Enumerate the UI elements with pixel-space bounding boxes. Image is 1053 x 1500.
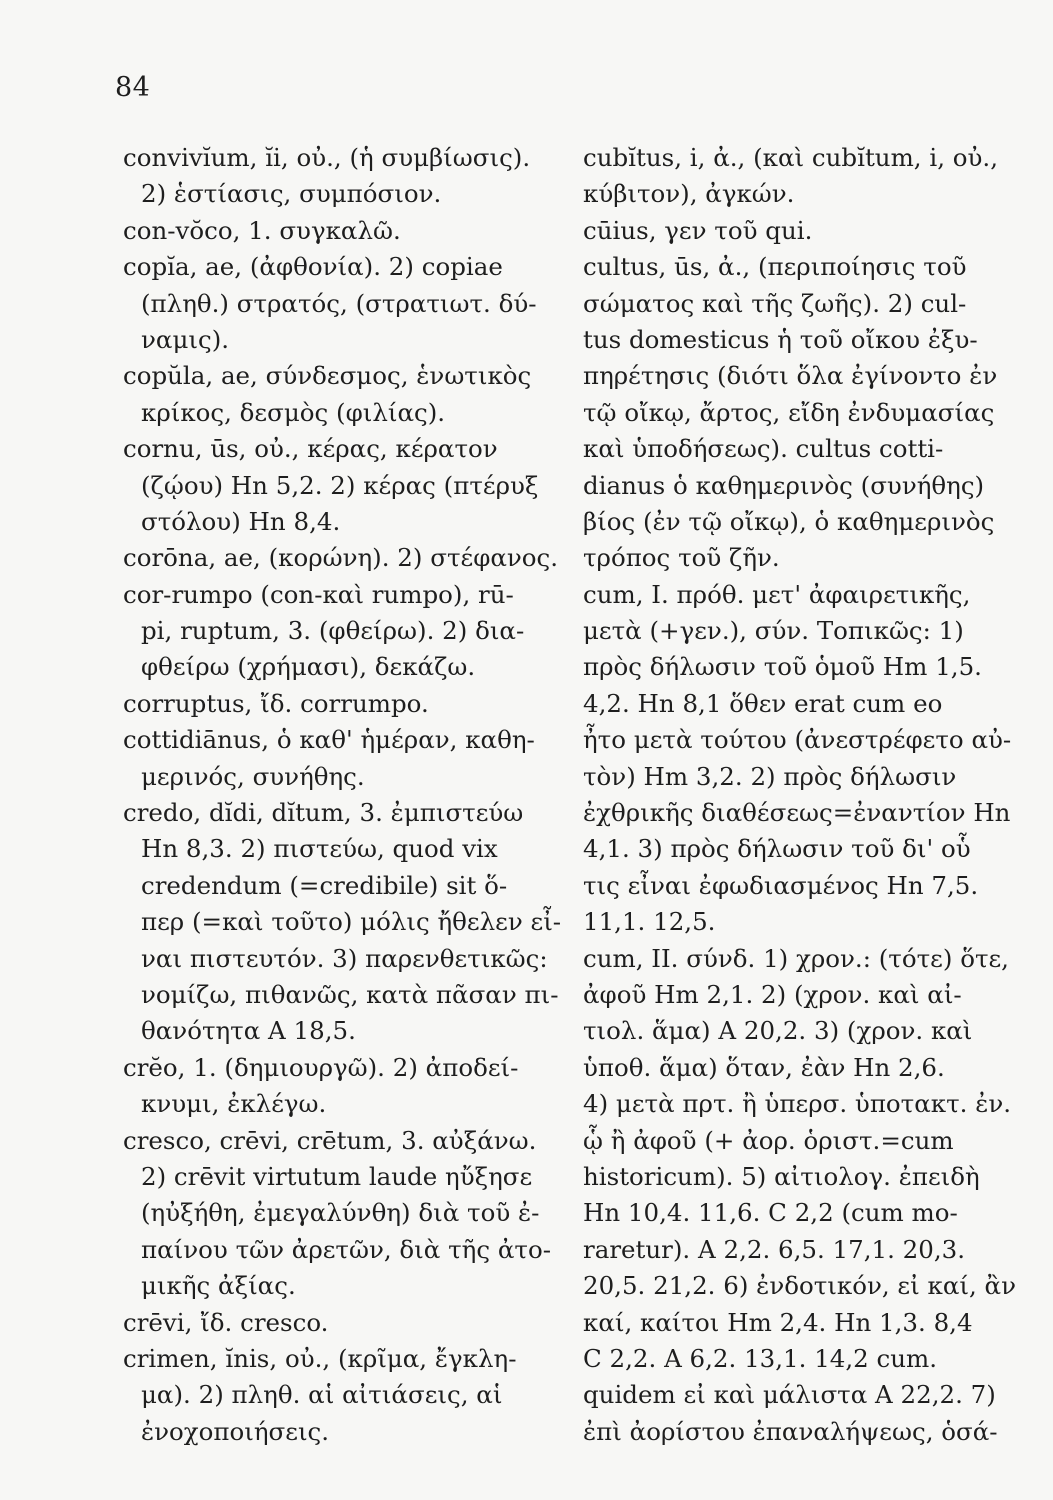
text-line: copŭla, ae, σύνδεσμος, ἑνωτικὸς [123,361,532,391]
text-line: cresco, crēvi, crētum, 3. αὐξάνω. [123,1125,537,1155]
text-line: 2) crēvit virtutum laude ηὔξησε [141,1161,533,1191]
text-line: 4,2. Hn 8,1 ὅθεν erat cum eo [583,688,943,718]
text-line: 4,1. 3) πρὸς δήλωσιν τοῦ δι' οὗ [583,834,971,864]
text-line: σώματος καὶ τῆς ζωῆς). 2) cul- [583,288,967,318]
text-line: μερινός, συνήθης. [141,761,365,791]
text-line: (ζῴου) Hn 5,2. 2) κέρας (πτέρυξ [141,470,539,500]
text-line: στόλου) Hn 8,4. [141,506,341,536]
text-line: C 2,2. A 6,2. 13,1. 14,2 cum. [583,1343,938,1373]
text-line: crĕo, 1. (δημιουργῶ). 2) ἀποδεί- [123,1052,519,1082]
text-line: convivĭum, ĭi, οὐ., (ἡ συμβίωσις). [123,143,531,172]
text-line: κύβιτον), ἀγκών. [583,179,795,209]
text-line: ᾧ ἢ ἀφοῦ (+ ἀορ. ὁριστ.=cum [583,1125,954,1155]
text-line: νομίζω, πιθανῶς, κατὰ πᾶσαν πι- [141,979,559,1009]
text-line: ἀφοῦ Hm 2,1. 2) (χρον. καὶ αἰ- [583,979,962,1009]
text-line: τῷ οἴκῳ, ἄρτος, εἴδη ἐνδυμασίας [583,397,995,427]
text-line: 4) μετὰ πρτ. ἢ ὑπερσ. ὑποτακτ. ἐν. [583,1089,1012,1119]
text-line: cottidiānus, ὁ καθ' ἡμέραν, καθη- [123,725,535,755]
text-line: cūius, γεν τοῦ qui. [583,215,813,245]
text-line: cum, II. σύνδ. 1) χρον.: (τότε) ὅτε, [583,943,1009,973]
text-line: Hn 10,4. 11,6. C 2,2 (cum mo- [583,1198,958,1228]
text-line: καί, καίτοι Hm 2,4. Hn 1,3. 8,4 [583,1307,973,1337]
text-line: τιολ. ἅμα) A 20,2. 3) (χρον. καὶ [583,1016,973,1046]
text-line: tus domesticus ἡ τοῦ οἴκου ἐξυ- [583,324,978,354]
text-line: crēvi, ἴδ. cresco. [123,1307,329,1337]
text-line: ἐνοχοποιήσεις. [141,1416,330,1446]
text-line: μικῆς ἀξίας. [141,1271,296,1301]
text-line: μετὰ (+γεν.), σύν. Τοπικῶς: 1) [583,616,964,646]
text-line: cultus, ūs, ἀ., (περιποίησις τοῦ [583,252,967,282]
text-line: cor-rumpo (con-καὶ rumpo), rū- [123,579,514,609]
text-line: 2) ἑστίασις, συμπόσιον. [141,179,442,209]
text-line: περ (=καὶ τοῦτο) μόλις ἤθελεν εἶ- [141,907,562,937]
text-line: (ηὐξήθη, ἐμεγαλύνθη) διὰ τοῦ ἐ- [141,1198,540,1228]
page-number: 84 [115,72,151,103]
text-line: quidem εἰ καὶ μάλιστα A 22,2. 7) [583,1380,996,1410]
text-line: θανότητα A 18,5. [141,1016,356,1046]
text-line: cornu, ūs, οὐ., κέρας, κέρατον [123,434,498,464]
text-line: τις εἶναι ἐφωδιασμένος Hn 7,5. [583,870,979,900]
text-line: κνυμι, ἐκλέγω. [141,1089,327,1119]
text-line: βίος (ἐν τῷ οἴκῳ), ὁ καθημερινὸς [583,506,995,536]
text-line: πρὸς δήλωσιν τοῦ ὁμοῦ Hm 1,5. [583,652,982,682]
text-line: 20,5. 21,2. 6) ἐνδοτικόν, εἰ καί, ἂν [583,1271,1016,1301]
text-line: ναι πιστευτόν. 3) παρενθετικῶς: [141,943,548,973]
text-line: τρόπος τοῦ ζῆν. [583,543,780,573]
text-line: corruptus, ἴδ. corrumpo. [123,688,429,718]
text-line: 11,1. 12,5. [583,907,716,937]
text-line: con-vŏco, 1. συγκαλῶ. [123,215,401,245]
text-line: πηρέτησις (διότι ὅλα ἐγίνοντο ἐν [583,361,998,391]
text-line: credendum (=credibile) sit ὅ- [141,870,508,900]
text-line: corōna, ae, (κορώνη). 2) στέφανος. [123,543,559,573]
text-line: dianus ὁ καθημερινὸς (συνήθης) [583,470,985,500]
text-line: cum, I. πρόθ. μετ' ἀφαιρετικῆς, [583,579,971,609]
text-line: τὸν) Hm 3,2. 2) πρὸς δήλωσιν [583,761,957,791]
text-line: copĭa, ae, (ἀφθονία). 2) copiae [123,252,503,282]
text-line: ὑποθ. ἅμα) ὅταν, ἐὰν Hn 2,6. [583,1052,945,1082]
text-line: crimen, ĭnis, οὐ., (κρῖμα, ἔγκλη- [123,1343,517,1373]
text-line: historicum). 5) αἰτιολογ. ἐπειδὴ [583,1161,980,1191]
text-line: cubĭtus, i, ἀ., (καὶ cubĭtum, i, οὐ., [583,143,999,172]
text-line: pi, ruptum, 3. (φθείρω). 2) δια- [141,616,525,646]
text-line: ἐπὶ ἀορίστου ἐπαναλήψεως, ὁσά- [583,1416,998,1446]
text-line: ναμις). [141,324,230,354]
text-line: μα). 2) πληθ. αἱ αἰτιάσεις, αἱ [141,1380,503,1410]
text-line: raretur). A 2,2. 6,5. 17,1. 20,3. [583,1234,966,1264]
text-line: Hn 8,3. 2) πιστεύω, quod vix [141,834,498,864]
right-column [583,140,1023,1450]
text-line: ἦτο μετὰ τούτου (ἀνεστρέφετο αὐ- [583,725,1012,755]
text-line: παίνου τῶν ἀρετῶν, διὰ τῆς ἀτο- [141,1234,551,1264]
text-line: ἐχθρικῆς διαθέσεως=ἐναντίον Hn [583,798,1011,828]
text-line: credo, dĭdi, dĭtum, 3. ἐμπιστεύω [123,798,524,828]
text-line: κρίκος, δεσμὸς (φιλίας). [141,397,446,427]
text-line: καὶ ὑποδήσεως). cultus cotti- [583,434,944,464]
text-line: (πληθ.) στρατός, (στρατιωτ. δύ- [141,288,537,318]
text-line: φθείρω (χρήμασι), δεκάζω. [141,652,476,682]
left-column [123,140,563,1450]
